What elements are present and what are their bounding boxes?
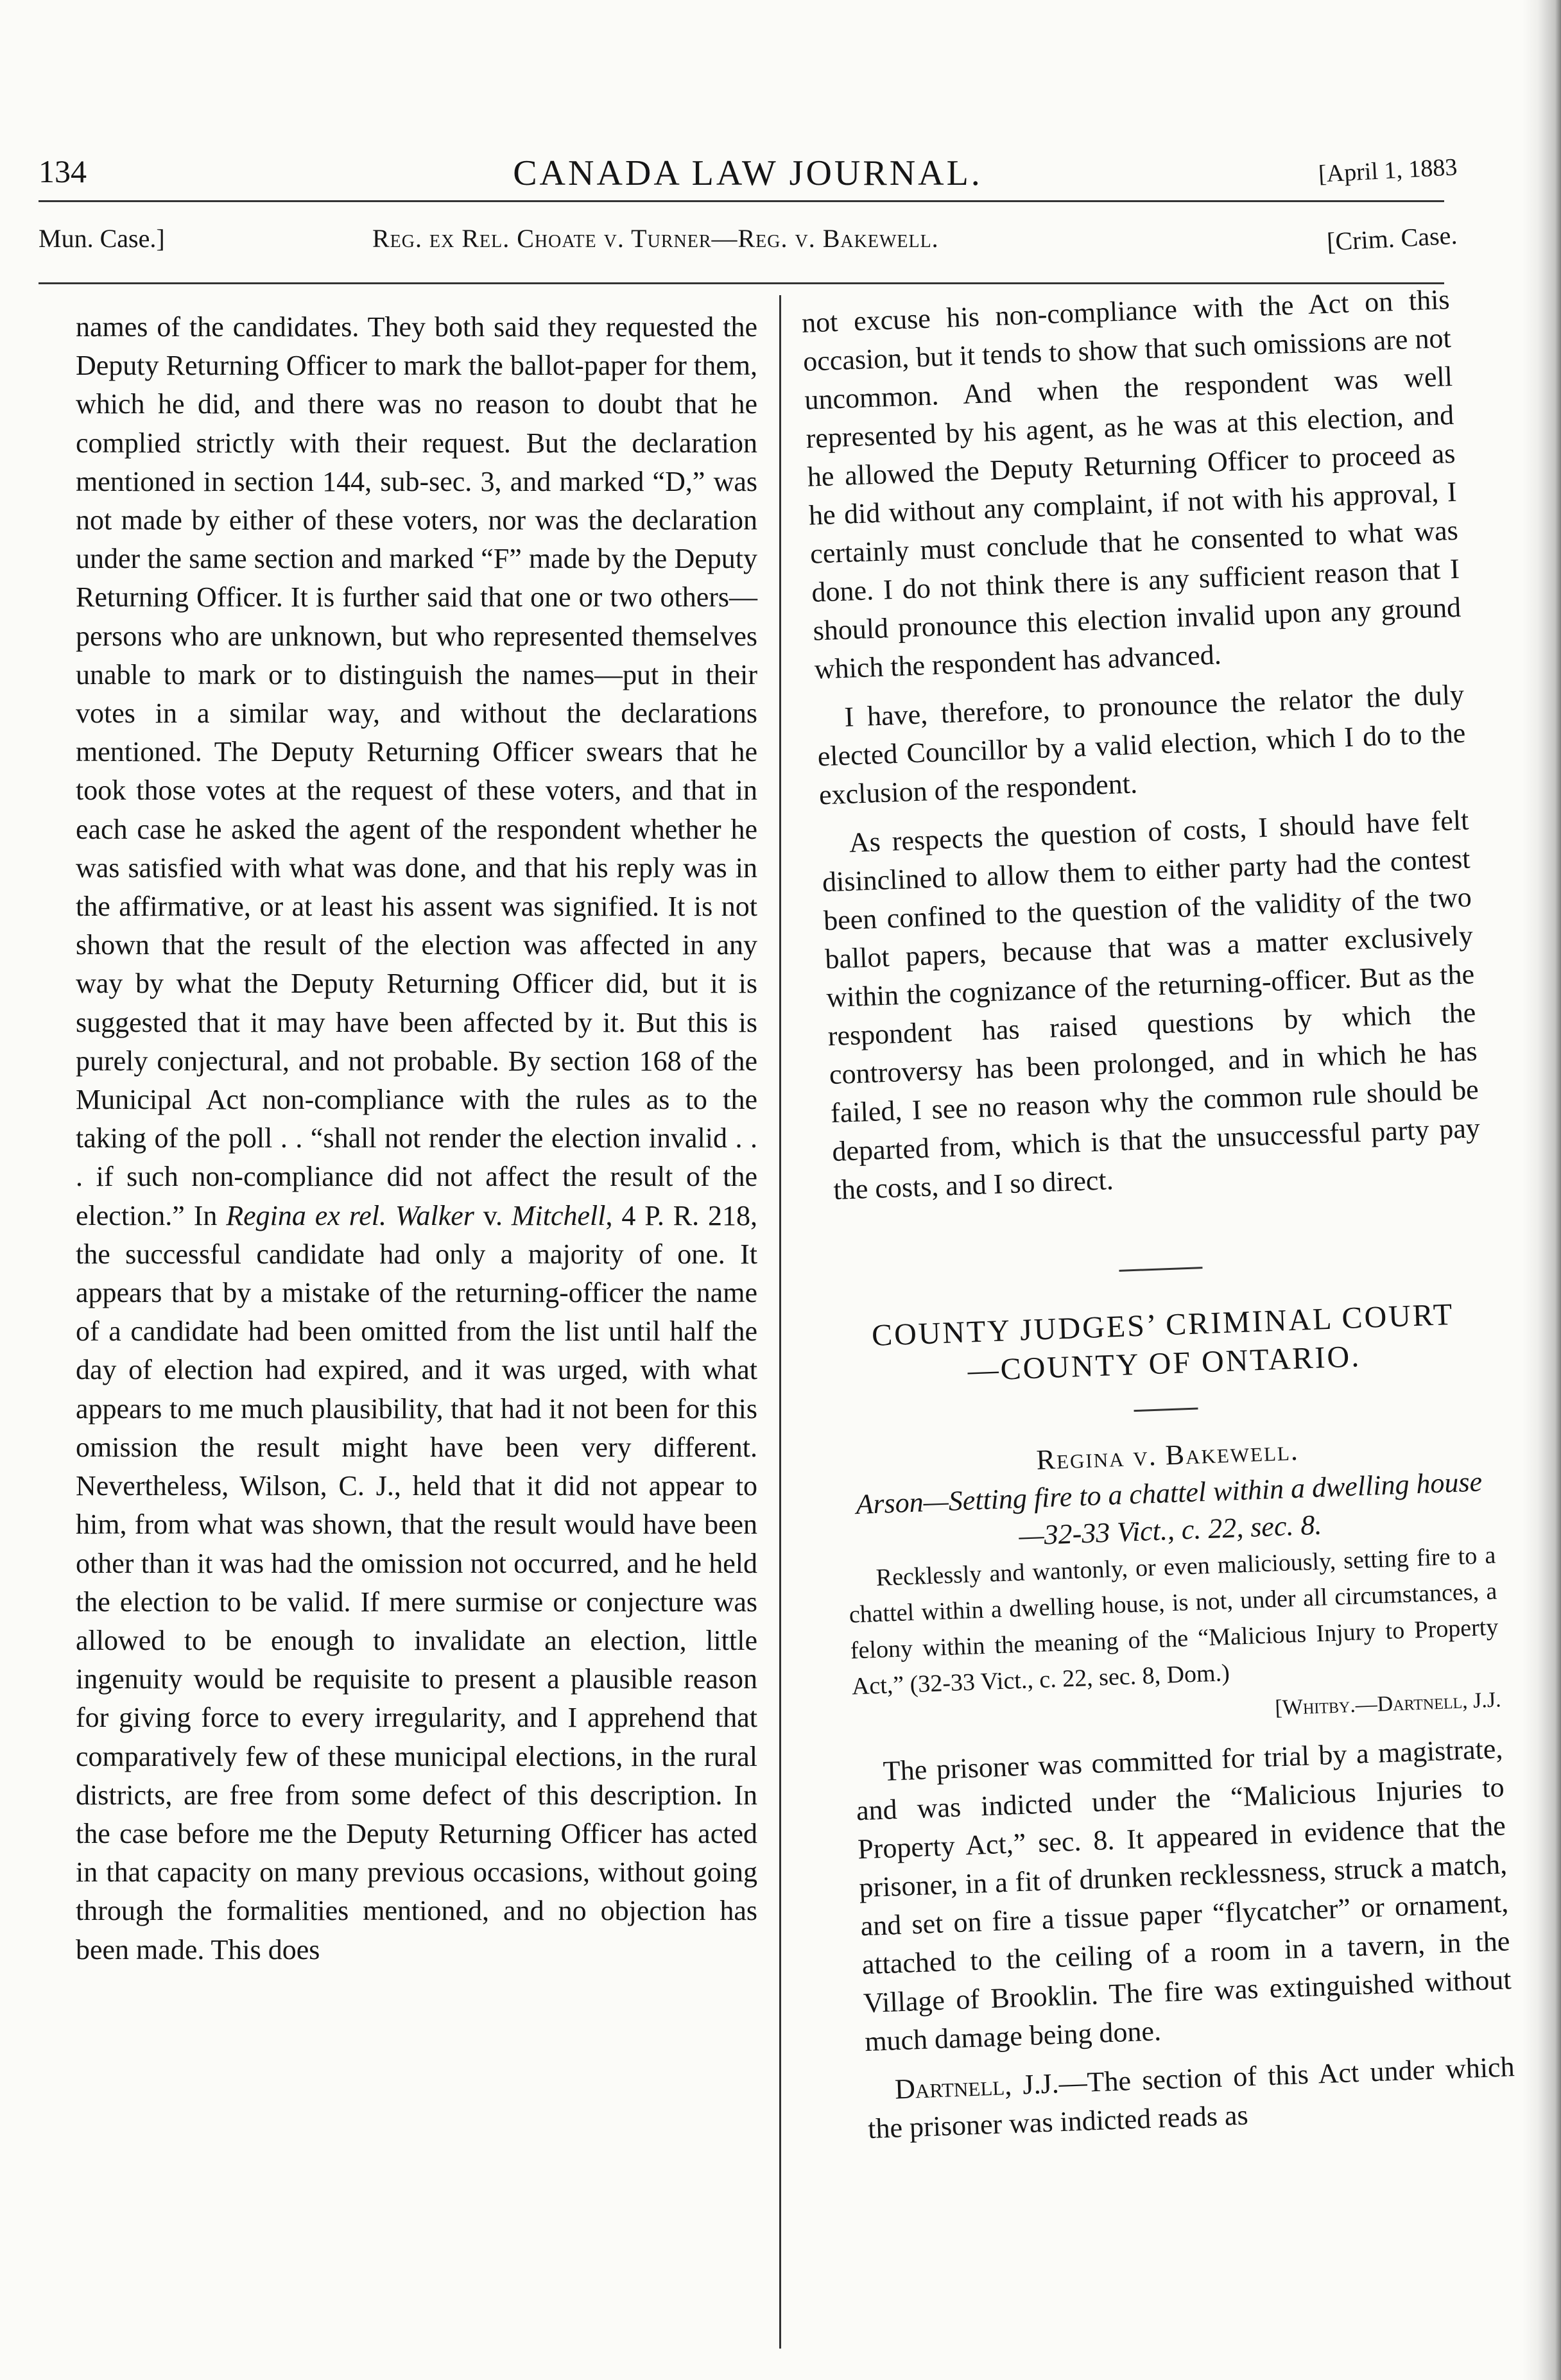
right-paragraph-3: As respects the question of costs, I should have felt disinclined to allow them to either party had the contest been confined to the question of the validity of the two ballot papers, because that was a matter exclusively within the cognizance of the returning-officer. But as the respondent has raised questions by which the controversy has been prolonged, and in which he has failed, I see no reason why the common rule should be departed from, which is that the unsuccessful party pay the costs, and I so direct. (822, 804, 1481, 1206)
versus: v. (474, 1199, 512, 1231)
case-type-right: [Crim. Case. (1325, 220, 1458, 257)
right-paragraph-4: The prisoner was committed for trial by a magistrate, and was indicted under the “Malicious Injuries to Property Act,” sec. 8. It appeared in evidence that the prisoner, in a fit of drunken recklessness, struck a match, and set on fire a tissue paper “flycatcher” or ornament, attached to the ceiling of a room in a tavern, in the Village of Brooklin. The fire was extinguished without much damage being done. (856, 1733, 1512, 2058)
case-names: Reg. ex Rel. Choate v. Turner—Reg. v. Bakewell. (372, 224, 939, 253)
case-citation-italic-2: Mitchell (511, 1199, 606, 1231)
running-head (39, 153, 1457, 204)
header-rule (39, 200, 1444, 202)
section-rule (1119, 1267, 1202, 1272)
column-divider (779, 295, 781, 2349)
court-subheading: —COUNTY OF ONTARIO. (967, 1339, 1361, 1388)
journal-title: CANADA LAW JOURNAL. (513, 153, 983, 193)
case-citation-italic: Regina ex rel. Walker (226, 1199, 474, 1231)
case-title: Regina v. Bakewell. (1035, 1434, 1300, 1476)
scan-edge-shadow (1522, 0, 1561, 2380)
left-text-2: , 4 P. R. 218, the successful candidate had only a majority of one. It appears that by a mistake of the returning-officer the name of a candidate had been omitted from the list until half the day of election had expired, and it was urged, with what appears to me much plausibility, that had it not been for this omission the result might have been very different. Nevertheless, Wilson, C. J., held that it did not appear to him, from what was shown, that the result would have been other than it was had the omission not occurred, and he held the election to be valid. If mere surmise or conjecture was allowed to be enough to invalidate an election, little ingenuity would be requisite to present a plausible reason for giving force to every irregularity, and I apprehend that comparatively few of these municipal elections, in the rural districts, are free from some defect of this description. In the case before me the Deputy Returning Officer has acted in that capacity on many previous occasions, without going through the formalities mentioned, and no objection has been made. This does (76, 1199, 758, 1965)
right-paragraph-5 (866, 2048, 1517, 2148)
reporter-line: [Whitby.—Dartnell, J.J. (1274, 1688, 1502, 1720)
subhead-rule (39, 282, 1444, 284)
judge-name: Dartnell, J.J. (894, 2068, 1060, 2105)
case-type-left: Mun. Case.] (39, 224, 165, 253)
issue-date: [April 1, 1883 (1317, 153, 1458, 188)
left-column (76, 308, 757, 1969)
case-subject: Arson—Setting fire to a chattel within a dwelling house—32-33 Vict., c. 22, sec. 8. (855, 1466, 1483, 1552)
right-column (801, 280, 1517, 2148)
page-number: 134 (39, 153, 87, 189)
left-text-1: names of the candidates. They both said they requested the Deputy Returning Officer to mark the ballot-paper for them, which he did, and there was no reason to doubt that he complied strictly with their request. But the declaration mentioned in section 144, sub-sec. 3, and marked “D,” was not made by either of these voters, nor was the declaration under the same section and marked “F” made by the Deputy Returning Officer. It is further said that one or two others—persons who are unknown, but who represented themselves unable to mark or to distinguish the names—put in their votes in a similar way, and without the declarations mentioned. The Deputy Returning Officer swears that he took those votes at the request of these voters, and that in each case he asked the agent of the respondent whether he was satisfied with what was done, and that his reply was in the affirmative, or at least his assent was signified. It is not shown that the result of the election was affected in any way by what the Deputy Returning Officer did, but it is suggested that it may have been affected by it. But this is purely conjectural, and not probable. By section 168 of the Municipal Act non-compliance with the rules as to the taking of the poll . . “shall not render the election invalid . . . if such non-compliance did not affect the result of the election.” In (76, 311, 757, 1231)
headnote: Recklessly and wantonly, or even maliciously, setting fire to a chattel within a dwelling house, is not, under all circumstances, a felony within the meaning of the “Malicious Injury to Property Act,” (32-33 Vict., c. 22, sec. 8, Dom.) (849, 1541, 1499, 1700)
court-heading: COUNTY JUDGES’ CRIMINAL COURT (871, 1297, 1455, 1353)
right-paragraph-2: I have, therefore, to pronounce the relator the duly elected Councillor by a valid election, which I do to the exclusion of the respondent. (816, 678, 1467, 811)
right-text-5: —The section of this Act under which the prisoner was indicted reads as (867, 2051, 1515, 2145)
running-subhead (39, 220, 1458, 262)
left-paragraph (76, 308, 757, 1969)
right-paragraph-1: not excuse his non-compliance with the Act on this occasion, but it tends to show that such omissions are not uncommon. And when the respondent was well represented by his agent, as he was at this election, and he allowed the Deputy Returning Officer to proceed as he did without any complaint, if not with his approval, I certainly must conclude that he consented to what was done. I do not think there is any sufficient reason that I should pronounce this election invalid upon any ground which the respondent has advanced. (801, 283, 1462, 685)
heading-rule (1134, 1407, 1198, 1412)
